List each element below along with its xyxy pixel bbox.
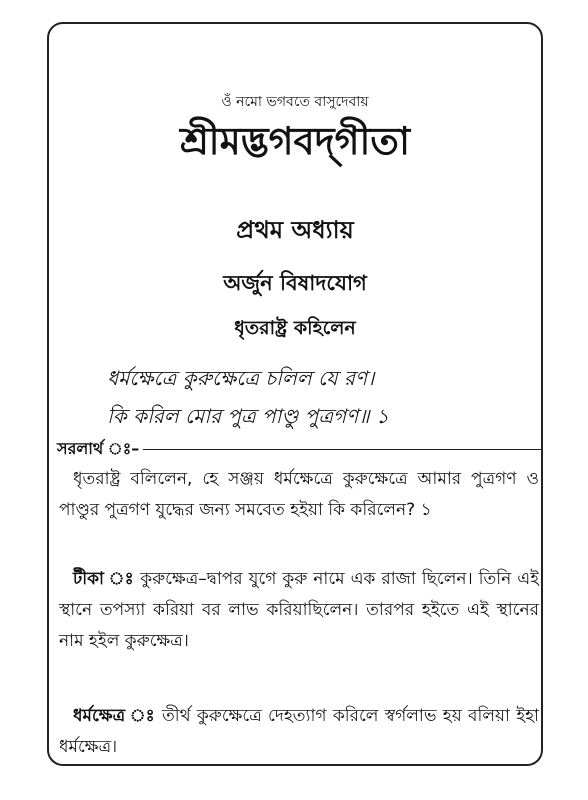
verse-line-1: ধর্মক্ষেত্রে কুরুক্ষেত্রে চলিল যে রণ।: [107, 366, 375, 390]
commentary-text: কুরুক্ষেত্র–দ্বাপর যুগে কুরু নামে এক রাজা ছিলেন। তিনি এই স্থানে তপস্যা করিয়া বর লাভ করিয়াছিলেন। তারপর হইতে এই স্থানের নাম হইল কুরুক্ষেত্র।: [59, 569, 540, 651]
dharmakshetra-text: তীর্থ কুরুক্ষেত্রে দেহত্যাগ করিলে স্বর্গলাভ হয় বলিয়া ইহা ধর্মক্ষেত্র।: [59, 706, 539, 757]
commentary-paragraph: [59, 564, 539, 657]
chapter-name: অর্জুন বিষাদযোগ: [223, 271, 367, 295]
verse-line-2: কি করিল মোর পুত্র পাণ্ডু পুত্রগণ॥ ১: [107, 404, 389, 428]
commentary-label: টীকা ঃ: [73, 569, 135, 589]
dharmakshetra-paragraph: [59, 701, 539, 763]
meaning-heading-row: [49, 436, 541, 460]
dharmakshetra-label: ধর্মক্ষেত্র ঃ: [73, 706, 156, 726]
speaker-heading: ধৃতরাষ্ট্র কহিলেন: [234, 317, 356, 339]
meaning-heading: সরলার্থ ঃ–: [57, 436, 143, 463]
page-frame: [47, 22, 543, 766]
chapter-heading: প্রথম অধ্যায়: [236, 216, 354, 244]
meaning-paragraph: ধৃতরাষ্ট্র বলিলেন, হে সঞ্জয় ধর্মক্ষেত্রে কুরুক্ষেত্রে আমার পুত্রগণ ও পাণ্ডুর পুত্রগণ যুদ্ধের জন্য সমবেত হইয়া কি করিলেন? ১: [59, 469, 539, 520]
page-title: শ্রীমদ্ভগবদ্‌গীতা: [180, 119, 410, 163]
invocation: ওঁ নমো ভগবতে বাসুদেবায়: [221, 94, 369, 110]
